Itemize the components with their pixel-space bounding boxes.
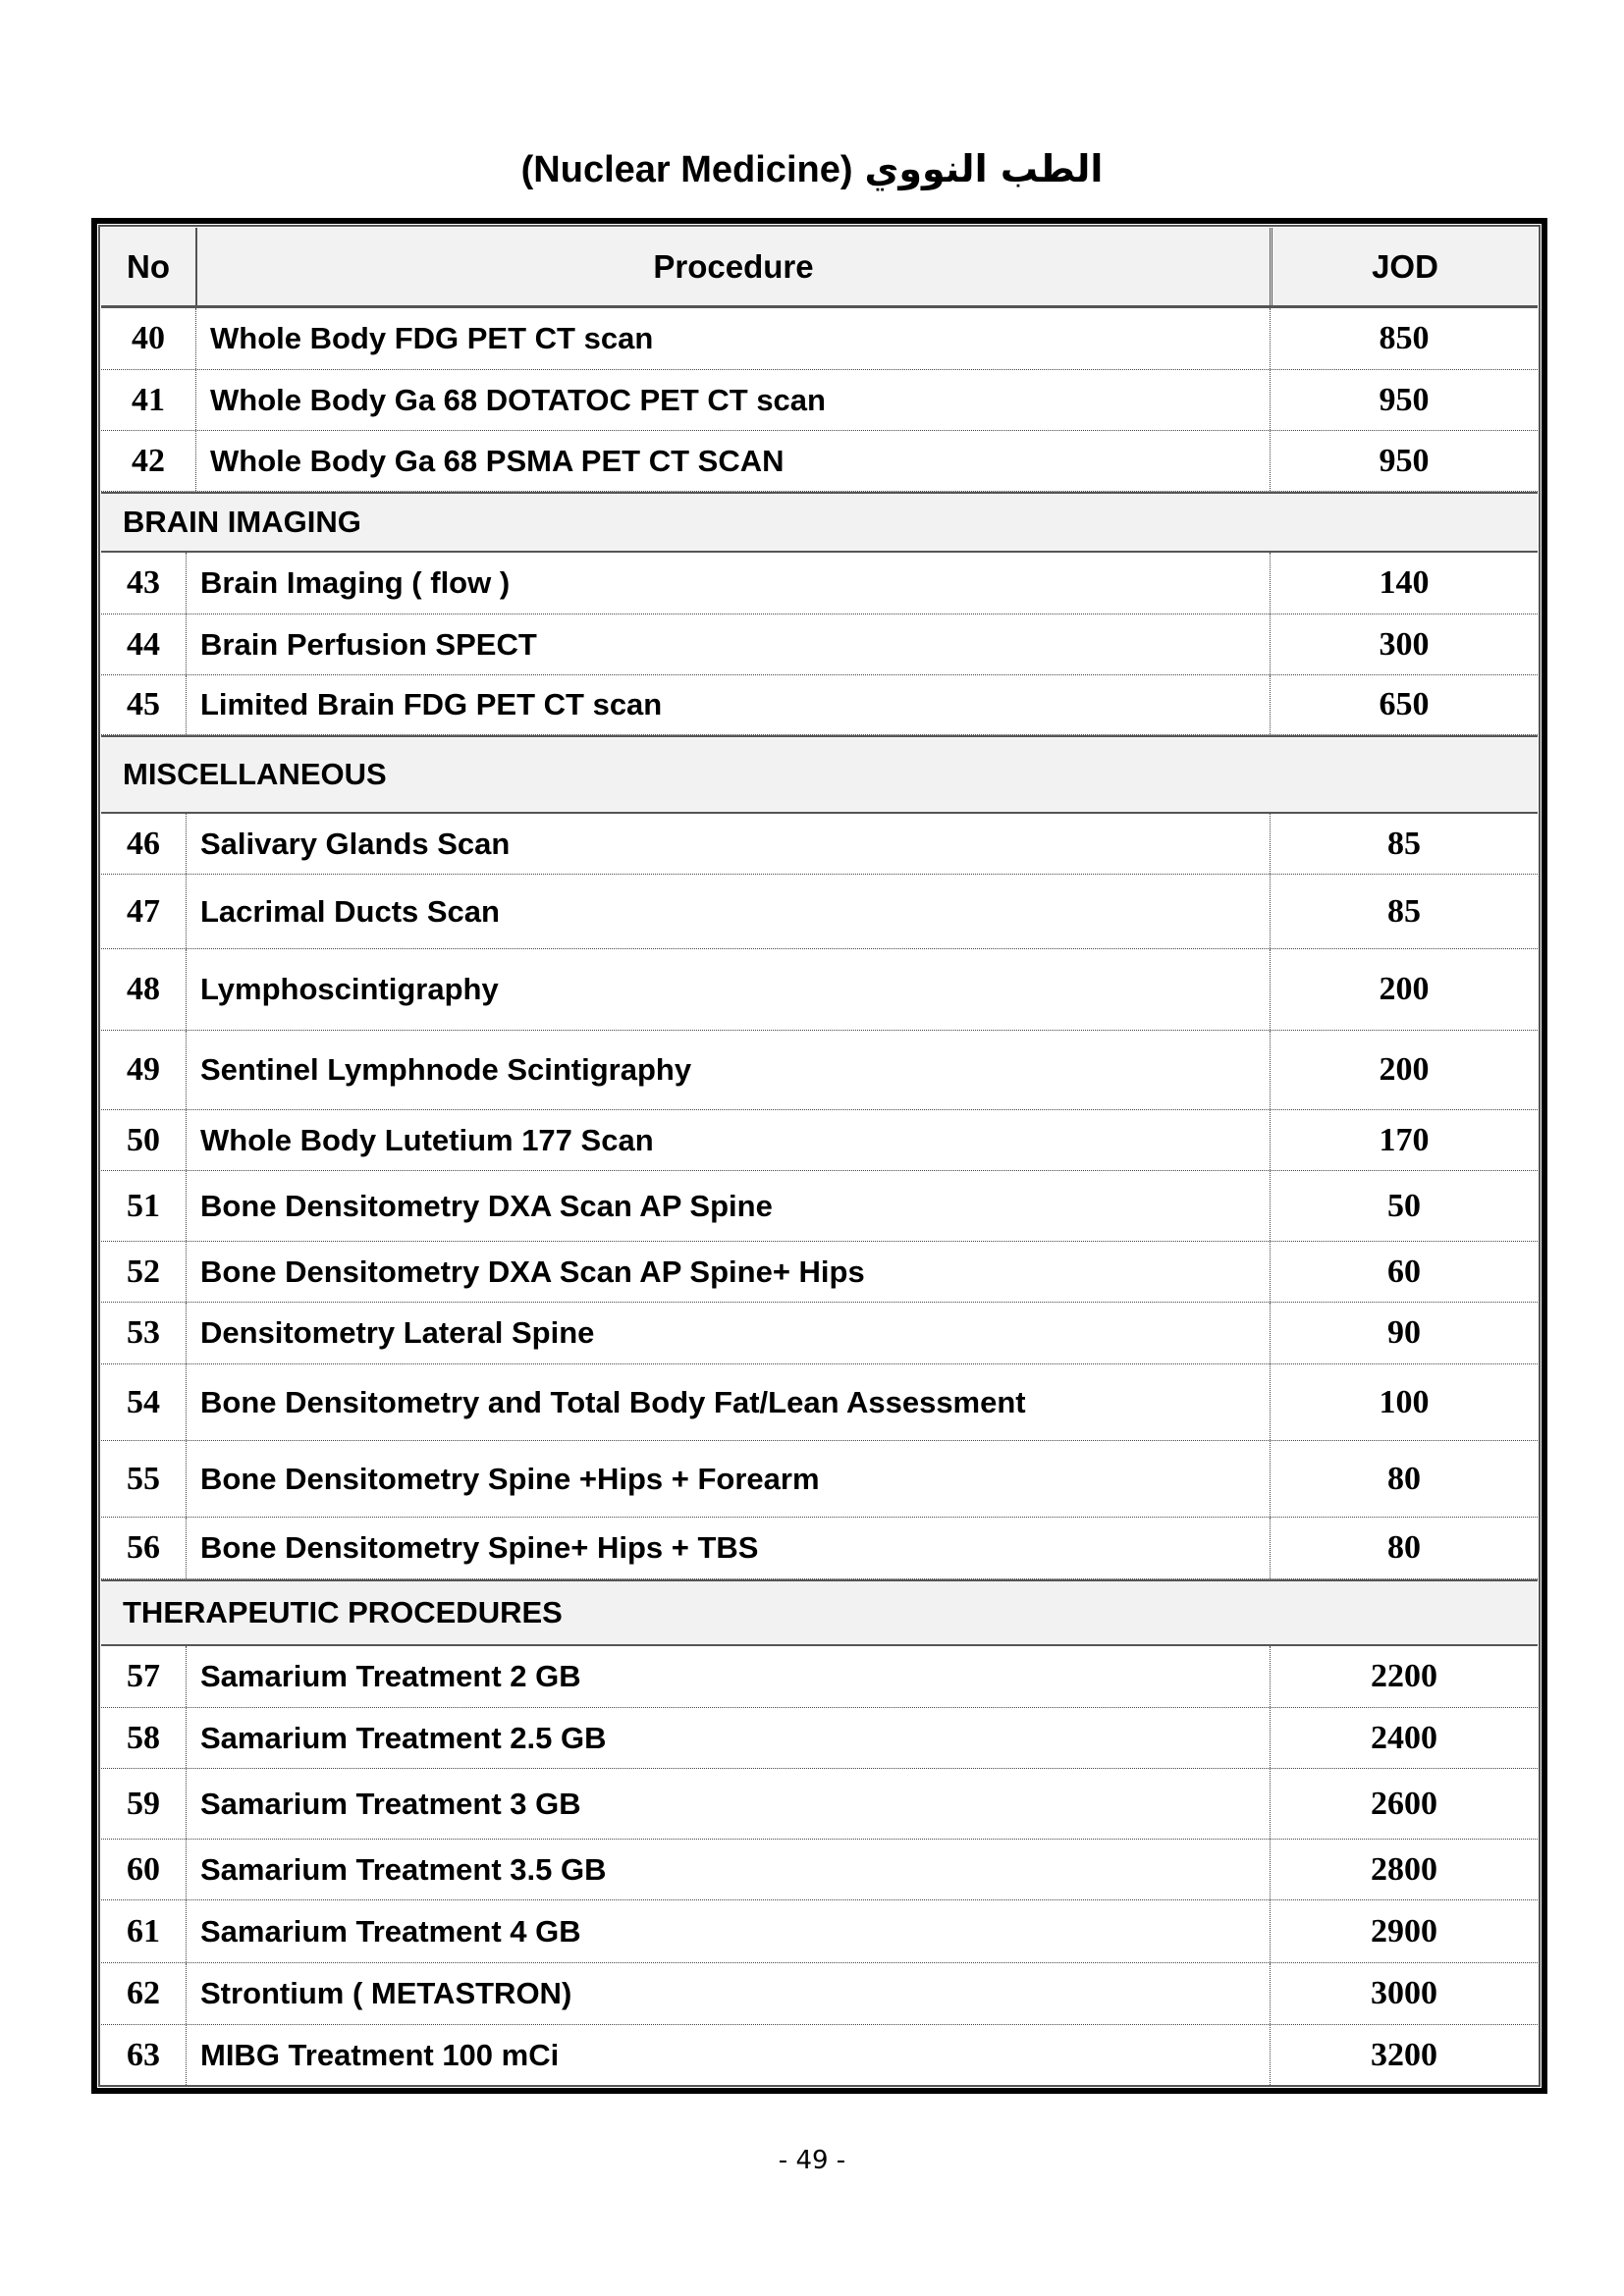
table-row — [101, 614, 1538, 675]
price-jod: 200 — [1270, 949, 1538, 1030]
procedure-name: Samarium Treatment 2 GB — [186, 1646, 1270, 1707]
table-row — [101, 370, 1538, 431]
table-row — [101, 1110, 1538, 1171]
header-no: No — [127, 247, 170, 285]
table-row — [101, 1840, 1538, 1900]
row-number: 49 — [127, 1051, 160, 1088]
table-row — [101, 949, 1538, 1031]
table-row — [101, 875, 1538, 949]
price-jod: 3200 — [1270, 2025, 1538, 2085]
table-row — [101, 1900, 1538, 1963]
price-jod: 140 — [1270, 553, 1538, 614]
table-row — [101, 2025, 1538, 2085]
row-number: 56 — [127, 1529, 160, 1566]
table-row — [101, 553, 1538, 614]
procedure-name: Strontium ( METASTRON) — [186, 1963, 1270, 2024]
row-number: 52 — [127, 1253, 160, 1290]
procedure-name: Samarium Treatment 4 GB — [186, 1900, 1270, 1962]
row-number: 41 — [132, 381, 165, 418]
procedure-name: Lacrimal Ducts Scan — [186, 875, 1270, 948]
price-jod: 50 — [1270, 1171, 1538, 1241]
price-jod: 80 — [1270, 1441, 1538, 1517]
price-jod: 2400 — [1270, 1708, 1538, 1768]
title-arabic: الطب النووي — [864, 147, 1104, 190]
table-row — [101, 1963, 1538, 2025]
procedure-name: Whole Body FDG PET CT scan — [195, 308, 1270, 369]
row-number: 50 — [127, 1121, 160, 1158]
procedure-name: Densitometry Lateral Spine — [186, 1303, 1270, 1363]
price-jod: 60 — [1270, 1242, 1538, 1302]
procedure-name: Lymphoscintigraphy — [186, 949, 1270, 1030]
table-row — [101, 814, 1538, 875]
table-row — [101, 1441, 1538, 1518]
section-label: MISCELLANEOUS — [123, 757, 387, 791]
price-jod: 850 — [1270, 308, 1538, 369]
row-number: 44 — [127, 625, 160, 663]
title-english: (Nuclear Medicine) — [520, 149, 853, 190]
procedure-name: Limited Brain FDG PET CT scan — [186, 675, 1270, 734]
procedure-name: Bone Densitometry DXA Scan AP Spine — [186, 1171, 1270, 1241]
procedure-name: Bone Densitometry DXA Scan AP Spine+ Hips — [186, 1242, 1270, 1302]
section-header-row — [101, 1579, 1538, 1646]
section-label: BRAIN IMAGING — [123, 505, 361, 539]
table-row — [101, 1769, 1538, 1840]
procedure-name: Bone Densitometry and Total Body Fat/Lean Assessment — [186, 1364, 1270, 1440]
row-number: 42 — [132, 442, 165, 479]
procedure-name: Brain Imaging ( flow ) — [186, 553, 1270, 614]
price-jod: 200 — [1270, 1031, 1538, 1109]
table-row — [101, 1303, 1538, 1364]
table-row — [101, 675, 1538, 735]
price-jod: 90 — [1270, 1303, 1538, 1363]
page-number: - 49 - — [778, 2146, 846, 2175]
row-number: 55 — [127, 1460, 160, 1497]
section-label: THERAPEUTIC PROCEDURES — [123, 1595, 563, 1629]
table-row — [101, 1518, 1538, 1579]
price-jod: 650 — [1270, 675, 1538, 734]
header-procedure: Procedure — [195, 228, 1270, 305]
procedure-name: MIBG Treatment 100 mCi — [186, 2025, 1270, 2085]
row-number: 60 — [127, 1850, 160, 1888]
price-jod: 85 — [1270, 814, 1538, 874]
row-number: 48 — [127, 971, 160, 1007]
table-row — [101, 308, 1538, 370]
price-jod: 100 — [1270, 1364, 1538, 1440]
row-number: 61 — [127, 1912, 160, 1949]
row-number: 53 — [127, 1314, 160, 1351]
price-jod: 3000 — [1270, 1963, 1538, 2024]
table-row — [101, 431, 1538, 492]
table-row — [101, 1364, 1538, 1441]
table-header-row — [101, 228, 1538, 308]
row-number: 58 — [127, 1719, 160, 1756]
price-jod: 2800 — [1270, 1840, 1538, 1899]
price-jod: 2900 — [1270, 1900, 1538, 1962]
price-jod: 80 — [1270, 1518, 1538, 1578]
table-row — [101, 1171, 1538, 1242]
procedure-name: Whole Body Ga 68 PSMA PET CT SCAN — [195, 431, 1270, 491]
procedure-name: Sentinel Lymphnode Scintigraphy — [186, 1031, 1270, 1109]
price-jod: 85 — [1270, 875, 1538, 948]
page-title — [0, 147, 1624, 191]
price-jod: 300 — [1270, 614, 1538, 674]
price-jod: 2200 — [1270, 1646, 1538, 1707]
procedure-name: Salivary Glands Scan — [186, 814, 1270, 874]
section-header-row — [101, 492, 1538, 553]
table-row — [101, 1646, 1538, 1708]
procedure-name: Samarium Treatment 3 GB — [186, 1769, 1270, 1839]
price-jod: 170 — [1270, 1110, 1538, 1170]
price-jod: 950 — [1270, 431, 1538, 491]
row-number: 59 — [127, 1785, 160, 1822]
procedure-name: Brain Perfusion SPECT — [186, 614, 1270, 674]
row-number: 57 — [127, 1658, 160, 1694]
row-number: 63 — [127, 2036, 160, 2073]
row-number: 54 — [127, 1383, 160, 1420]
row-number: 62 — [127, 1975, 160, 2011]
section-header-row — [101, 735, 1538, 814]
header-price: JOD — [1270, 228, 1538, 305]
procedure-name: Samarium Treatment 3.5 GB — [186, 1840, 1270, 1899]
price-jod: 2600 — [1270, 1769, 1538, 1839]
procedure-name: Samarium Treatment 2.5 GB — [186, 1708, 1270, 1768]
row-number: 46 — [127, 825, 160, 862]
procedure-name: Whole Body Ga 68 DOTATOC PET CT scan — [195, 370, 1270, 430]
table-row — [101, 1031, 1538, 1110]
row-number: 51 — [127, 1187, 160, 1224]
price-jod: 950 — [1270, 370, 1538, 430]
table-row — [101, 1242, 1538, 1303]
row-number: 47 — [127, 892, 160, 930]
table-row — [101, 1708, 1538, 1769]
row-number: 40 — [132, 320, 165, 356]
procedure-name: Whole Body Lutetium 177 Scan — [186, 1110, 1270, 1170]
procedure-name: Bone Densitometry Spine +Hips + Forearm — [186, 1441, 1270, 1517]
row-number: 43 — [127, 564, 160, 601]
procedure-name: Bone Densitometry Spine+ Hips + TBS — [186, 1518, 1270, 1578]
row-number: 45 — [127, 686, 160, 722]
